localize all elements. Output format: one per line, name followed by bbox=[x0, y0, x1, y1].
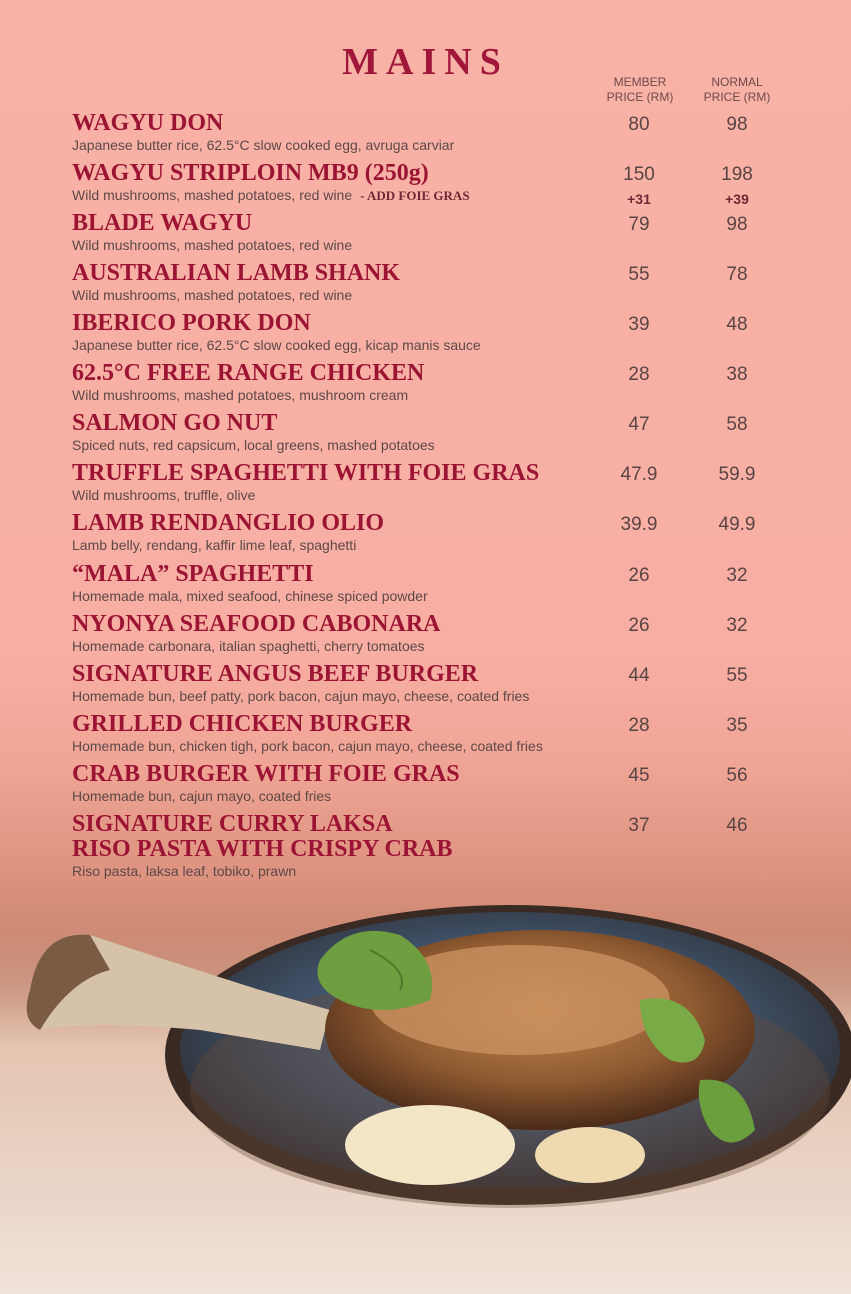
member-price: 45 bbox=[628, 765, 650, 786]
normal-price: 98 bbox=[726, 114, 748, 135]
item-description: Japanese butter rice, 62.5°C slow cooked egg, kicap manis sauce bbox=[72, 337, 481, 353]
menu-item bbox=[72, 510, 842, 560]
member-price: 26 bbox=[628, 615, 650, 636]
page-title: MAINS bbox=[342, 41, 509, 83]
menu-item bbox=[72, 711, 842, 761]
item-name: SALMON GO NUT bbox=[72, 410, 278, 436]
item-name: SIGNATURE ANGUS BEEF BURGER bbox=[72, 661, 479, 687]
item-name: CRAB BURGER WITH FOIE GRAS bbox=[72, 761, 460, 787]
item-name: NYONYA SEAFOOD CABONARA bbox=[72, 611, 441, 637]
menu-item bbox=[72, 210, 842, 260]
menu-item bbox=[72, 460, 842, 510]
item-description: Riso pasta, laksa leaf, tobiko, prawn bbox=[72, 863, 297, 879]
normal-price: 59.9 bbox=[718, 464, 756, 485]
item-name: “MALA” SPAGHETTI bbox=[72, 561, 314, 587]
member-price: 150 bbox=[623, 164, 655, 185]
addon-normal-price: +39 bbox=[725, 191, 749, 207]
item-name: WAGYU STRIPLOIN MB9 (250g) bbox=[72, 160, 429, 186]
lamb-shank-dish-photo bbox=[0, 880, 851, 1294]
member-price: 39.9 bbox=[620, 514, 658, 535]
menu-item bbox=[72, 811, 842, 881]
member-price: 44 bbox=[628, 665, 650, 686]
menu-item bbox=[72, 160, 842, 210]
item-name: TRUFFLE SPAGHETTI WITH FOIE GRAS bbox=[72, 460, 540, 486]
item-name: AUSTRALIAN LAMB SHANK bbox=[72, 260, 401, 286]
normal-price: 198 bbox=[721, 164, 753, 185]
addon-label: - ADD FOIE GRAS bbox=[360, 188, 470, 203]
item-description: Homemade mala, mixed seafood, chinese spiced powder bbox=[72, 588, 428, 604]
item-description: Wild mushrooms, mashed potatoes, mushroom cream bbox=[72, 387, 409, 403]
member-price-header: MEMBER PRICE (RM) bbox=[606, 75, 674, 104]
normal-price: 55 bbox=[726, 665, 748, 686]
normal-price: 38 bbox=[726, 364, 748, 385]
item-description: Wild mushrooms, mashed potatoes, red wine bbox=[72, 237, 353, 253]
menu-item bbox=[72, 561, 842, 611]
addon-member-price: +31 bbox=[627, 191, 651, 207]
member-price: 79 bbox=[628, 214, 650, 235]
normal-price: 46 bbox=[726, 815, 748, 836]
member-price: 26 bbox=[628, 565, 650, 586]
menu-item bbox=[72, 310, 842, 360]
member-price: 28 bbox=[628, 364, 650, 385]
menu-item bbox=[72, 410, 842, 460]
member-price: 37 bbox=[628, 815, 650, 836]
item-description: Homemade bun, cajun mayo, coated fries bbox=[72, 788, 332, 804]
normal-price-header: NORMAL PRICE (RM) bbox=[703, 75, 771, 104]
normal-price: 58 bbox=[726, 414, 748, 435]
member-price: 28 bbox=[628, 715, 650, 736]
normal-price: 56 bbox=[726, 765, 748, 786]
normal-price: 98 bbox=[726, 214, 748, 235]
member-price: 47.9 bbox=[620, 464, 658, 485]
item-description: Spiced nuts, red capsicum, local greens, mashed potatoes bbox=[72, 437, 435, 453]
normal-price: 35 bbox=[726, 715, 748, 736]
item-description: Lamb belly, rendang, kaffir lime leaf, spaghetti bbox=[72, 537, 357, 553]
item-description: Homemade carbonara, italian spaghetti, cherry tomatoes bbox=[72, 638, 425, 654]
item-description: Homemade bun, chicken tigh, pork bacon, cajun mayo, cheese, coated fries bbox=[72, 738, 543, 754]
normal-price: 32 bbox=[726, 565, 748, 586]
item-name: GRILLED CHICKEN BURGER bbox=[72, 711, 413, 737]
menu-item bbox=[72, 611, 842, 661]
menu-item bbox=[72, 761, 842, 811]
normal-price: 48 bbox=[726, 314, 748, 335]
menu-item bbox=[72, 661, 842, 711]
normal-price: 32 bbox=[726, 615, 748, 636]
item-name: 62.5°C FREE RANGE CHICKEN bbox=[72, 360, 425, 386]
item-name: SIGNATURE CURRY LAKSA bbox=[72, 811, 393, 837]
item-description: Wild mushrooms, truffle, olive bbox=[72, 487, 256, 503]
item-name: WAGYU DON bbox=[72, 110, 224, 136]
member-price: 55 bbox=[628, 264, 650, 285]
menu-item bbox=[72, 260, 842, 310]
member-price: 80 bbox=[628, 114, 650, 135]
item-description: Wild mushrooms, mashed potatoes, red wine bbox=[72, 287, 353, 303]
member-price: 47 bbox=[628, 414, 650, 435]
normal-price: 49.9 bbox=[718, 514, 756, 535]
normal-price: 78 bbox=[726, 264, 748, 285]
item-name: LAMB RENDANGLIO OLIO bbox=[72, 510, 385, 536]
member-price: 39 bbox=[628, 314, 650, 335]
item-name: IBERICO PORK DON bbox=[72, 310, 311, 336]
item-description: Wild mushrooms, mashed potatoes, red wine - ADD FOIE GRAS bbox=[72, 187, 470, 203]
item-description: Homemade bun, beef patty, pork bacon, cajun mayo, cheese, coated fries bbox=[72, 688, 530, 704]
item-name-line2: RISO PASTA WITH CRISPY CRAB bbox=[72, 836, 453, 862]
menu-item bbox=[72, 360, 842, 410]
menu-item bbox=[72, 110, 842, 160]
item-name: BLADE WAGYU bbox=[72, 210, 253, 236]
item-description: Japanese butter rice, 62.5°C slow cooked egg, avruga carviar bbox=[72, 137, 455, 153]
